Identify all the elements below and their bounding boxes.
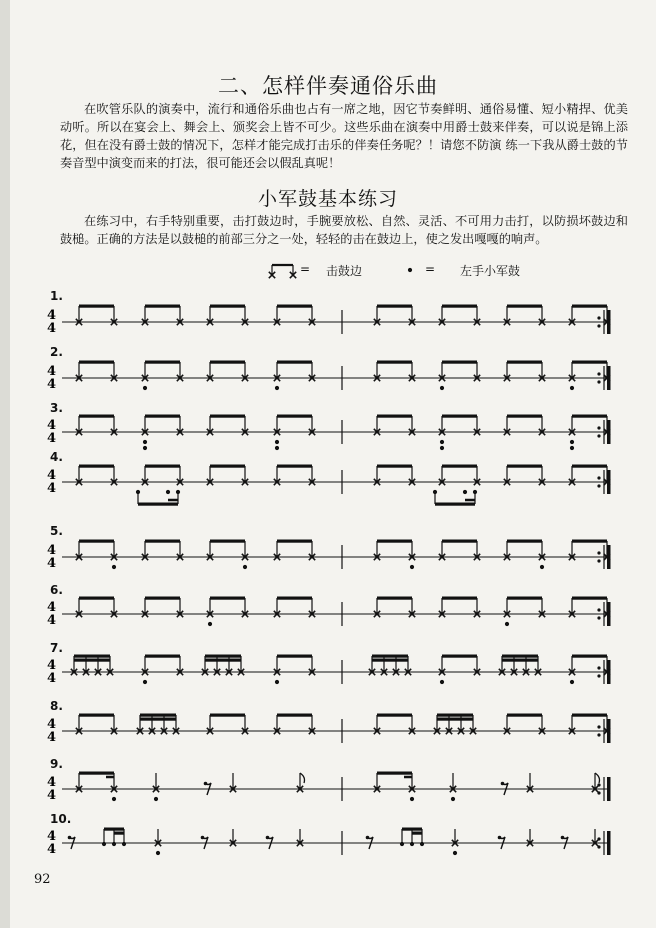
note-beam: [145, 540, 180, 543]
final-barline-thick: [607, 777, 611, 801]
snare-dot: [451, 797, 455, 801]
note-beam: [145, 415, 180, 418]
note-beam: [210, 465, 245, 468]
note-beam: [210, 361, 245, 364]
repeat-dot: [597, 316, 600, 319]
note-beam: [572, 540, 607, 543]
exercise-number: 10.: [50, 812, 72, 826]
note-beam: [572, 597, 607, 600]
note-beam: [138, 503, 178, 506]
time-sig-top: 4: [47, 717, 57, 732]
time-sig-top: 4: [47, 543, 57, 558]
note-beam: [377, 772, 412, 775]
snare-dot: [410, 565, 414, 569]
note-beam: [277, 714, 312, 717]
note-beam: [377, 415, 412, 418]
note-beam: [507, 361, 542, 364]
snare-dot: [440, 680, 444, 684]
note-beam: [79, 772, 114, 775]
note-beam: [277, 361, 312, 364]
time-sig-bottom: 4: [47, 671, 57, 686]
note-beam: [79, 361, 114, 364]
snare-dot: [570, 680, 574, 684]
note-beam: [507, 540, 542, 543]
note-beam: [572, 465, 607, 468]
snare-dot: [143, 440, 147, 444]
note-beam: [377, 714, 412, 717]
snare-dot: [570, 386, 574, 390]
snare-dot: [112, 797, 116, 801]
note-beam: [277, 655, 312, 658]
repeat-dot: [597, 608, 600, 611]
note-beam: [277, 305, 312, 308]
section-title: 小军鼓基本练习: [257, 188, 398, 210]
legend-equals-dot: =: [425, 262, 436, 276]
note-beam: [377, 540, 412, 543]
note-beam: [572, 305, 607, 308]
repeat-dot: [597, 666, 600, 669]
time-sig-bottom: 4: [47, 613, 57, 628]
snare-dot: [440, 446, 444, 450]
time-sig-bottom: 4: [47, 431, 57, 446]
repeat-dot: [597, 616, 600, 619]
repeat-dot: [597, 484, 600, 487]
note-beam: [507, 305, 542, 308]
repeat-dot: [597, 324, 600, 327]
exercise-number: 1.: [50, 289, 63, 303]
snare-dot: [408, 268, 412, 272]
snare-dot: [143, 386, 147, 390]
time-sig-top: 4: [47, 418, 57, 433]
page-number: 92: [34, 872, 51, 887]
note-beam: [277, 597, 312, 600]
repeat-dot: [597, 426, 600, 429]
note-beam: [145, 361, 180, 364]
note-beam: [277, 465, 312, 468]
snare-dot: [156, 851, 160, 855]
note-beam: [79, 597, 114, 600]
time-sig-bottom: 4: [47, 377, 57, 392]
note-beam: [507, 597, 542, 600]
snare-dot: [208, 622, 212, 626]
eighth-rest-dot: [266, 836, 270, 840]
note-beam: [79, 305, 114, 308]
snare-dot: [463, 490, 467, 494]
note-beam: [507, 415, 542, 418]
note-beam: [572, 361, 607, 364]
time-sig-bottom: 4: [47, 556, 57, 571]
time-sig-top: 4: [47, 658, 57, 673]
note-beam: [205, 655, 241, 658]
repeat-dot: [597, 476, 600, 479]
snare-dot: [154, 797, 158, 801]
snare-dot: [166, 490, 170, 494]
repeat-dot: [597, 551, 600, 554]
snare-dot: [143, 446, 147, 450]
eighth-rest-dot: [204, 782, 208, 786]
time-sig-top: 4: [47, 308, 57, 323]
note-beam: [145, 597, 180, 600]
time-sig-bottom: 4: [47, 730, 57, 745]
note-beam: [277, 415, 312, 418]
note-beam: [372, 659, 408, 662]
note-beam: [435, 503, 475, 506]
note-beam: [442, 540, 477, 543]
note-beam: [79, 714, 114, 717]
note-beam: [572, 415, 607, 418]
exercise-number: 9.: [50, 757, 63, 771]
note-beam: [145, 655, 180, 658]
snare-dot: [275, 386, 279, 390]
note-beam: [442, 597, 477, 600]
time-sig-top: 4: [47, 775, 57, 790]
note-flag: [595, 773, 600, 783]
note-beam: [572, 655, 607, 658]
note-beam: [442, 655, 477, 658]
note-beam: [572, 714, 607, 717]
repeat-dot: [597, 434, 600, 437]
snare-dot: [410, 797, 414, 801]
final-barline-thick: [607, 831, 611, 855]
snare-dot: [275, 446, 279, 450]
note-beam: [145, 305, 180, 308]
eighth-rest-dot: [561, 836, 565, 840]
time-sig-top: 4: [47, 600, 57, 615]
snare-dot: [440, 440, 444, 444]
exercise-number: 2.: [50, 345, 63, 359]
time-sig-top: 4: [47, 468, 57, 483]
note-beam: [502, 655, 538, 658]
exercise-number: 7.: [50, 641, 63, 655]
note-beam: [79, 465, 114, 468]
repeat-dot: [597, 674, 600, 677]
note-beam: [79, 540, 114, 543]
exercise-number: 6.: [50, 583, 63, 597]
repeat-dot: [597, 559, 600, 562]
repeat-dot: [597, 733, 600, 736]
snare-dot: [112, 565, 116, 569]
eighth-rest-dot: [201, 836, 205, 840]
snare-dot: [570, 446, 574, 450]
snare-dot: [275, 680, 279, 684]
note-beam: [114, 832, 124, 835]
exercise-number: 3.: [50, 401, 63, 415]
repeat-dot: [597, 725, 600, 728]
note-beam: [145, 465, 180, 468]
note-beam: [140, 714, 176, 717]
time-sig-bottom: 4: [47, 788, 57, 803]
note-beam: [210, 597, 245, 600]
snare-dot: [570, 440, 574, 444]
note-beam: [372, 655, 408, 658]
note-beam: [502, 659, 538, 662]
note-beam: [79, 415, 114, 418]
snare-dot: [275, 440, 279, 444]
note-beam: [377, 465, 412, 468]
eighth-rest-dot: [498, 836, 502, 840]
eighth-rest-dot: [501, 782, 505, 786]
note-beam: [437, 718, 473, 721]
note-beam: [140, 718, 176, 721]
intro-paragraph: 在吹管乐队的演奏中，流行和通俗乐曲也占有一席之地，因它节奏鲜明、通俗易懂、短小精捍、优美动听。所以在宴会上、舞会上、颁奖会上皆不可少。这些乐曲在演奏中用爵士鼓来伴奏，可以说是锦上添花，但在没有爵士鼓的情况下，怎样才能完成打击乐的伴奏任务呢？！请您不防演 练一下我从爵士鼓的节奏音型中演变而来的打法，很可能还会以假乱真呢！: [60, 102, 628, 170]
note-beam: [412, 832, 422, 835]
note-beam: [210, 714, 245, 717]
eighth-rest-dot: [68, 836, 72, 840]
note-beam: [442, 305, 477, 308]
legend-rim-label: 击鼓边: [326, 264, 363, 278]
note-flag: [300, 773, 305, 783]
note-beam: [210, 415, 245, 418]
snare-dot: [540, 565, 544, 569]
snare-dot: [453, 851, 457, 855]
time-sig-bottom: 4: [47, 481, 57, 496]
section-paragraph: 在练习中，右手特别重要，击打鼓边时，手腕要放松、自然、灵活、不可用力击打，以防损坏鼓边和鼓槌。正确的方法是以鼓槌的前部三分之一处，轻轻的击在鼓边上，使之发出嘎嘎的响声。: [60, 214, 628, 246]
repeat-dot: [597, 380, 600, 383]
snare-dot: [440, 386, 444, 390]
note-beam: [437, 714, 473, 717]
time-sig-bottom: 4: [47, 321, 57, 336]
exercise-number: 8.: [50, 699, 63, 713]
note-beam: [277, 540, 312, 543]
legend-dot-label: 左手小军鼓: [460, 264, 521, 278]
eighth-rest-dot: [366, 836, 370, 840]
note-beam: [402, 828, 422, 831]
snare-dot: [143, 680, 147, 684]
exercise-number: 5.: [50, 524, 63, 538]
note-beam: [442, 465, 477, 468]
time-sig-bottom: 4: [47, 842, 57, 857]
note-beam: [507, 465, 542, 468]
note-beam: [377, 597, 412, 600]
exercise-number: 4.: [50, 450, 63, 464]
note-beam: [442, 415, 477, 418]
time-sig-top: 4: [47, 364, 57, 379]
note-beam: [74, 659, 110, 662]
page-title: 二、怎样伴奏通俗乐曲: [218, 74, 438, 98]
note-beam: [507, 714, 542, 717]
note-beam: [377, 305, 412, 308]
note-beam: [377, 361, 412, 364]
repeat-dot: [597, 372, 600, 375]
note-beam: [210, 305, 245, 308]
snare-dot: [243, 565, 247, 569]
legend-equals-rim: =: [300, 262, 311, 276]
note-beam: [104, 828, 124, 831]
note-beam: [205, 659, 241, 662]
snare-dot: [505, 622, 509, 626]
time-sig-top: 4: [47, 829, 57, 844]
note-beam: [442, 361, 477, 364]
note-beam: [74, 655, 110, 658]
note-beam: [210, 540, 245, 543]
